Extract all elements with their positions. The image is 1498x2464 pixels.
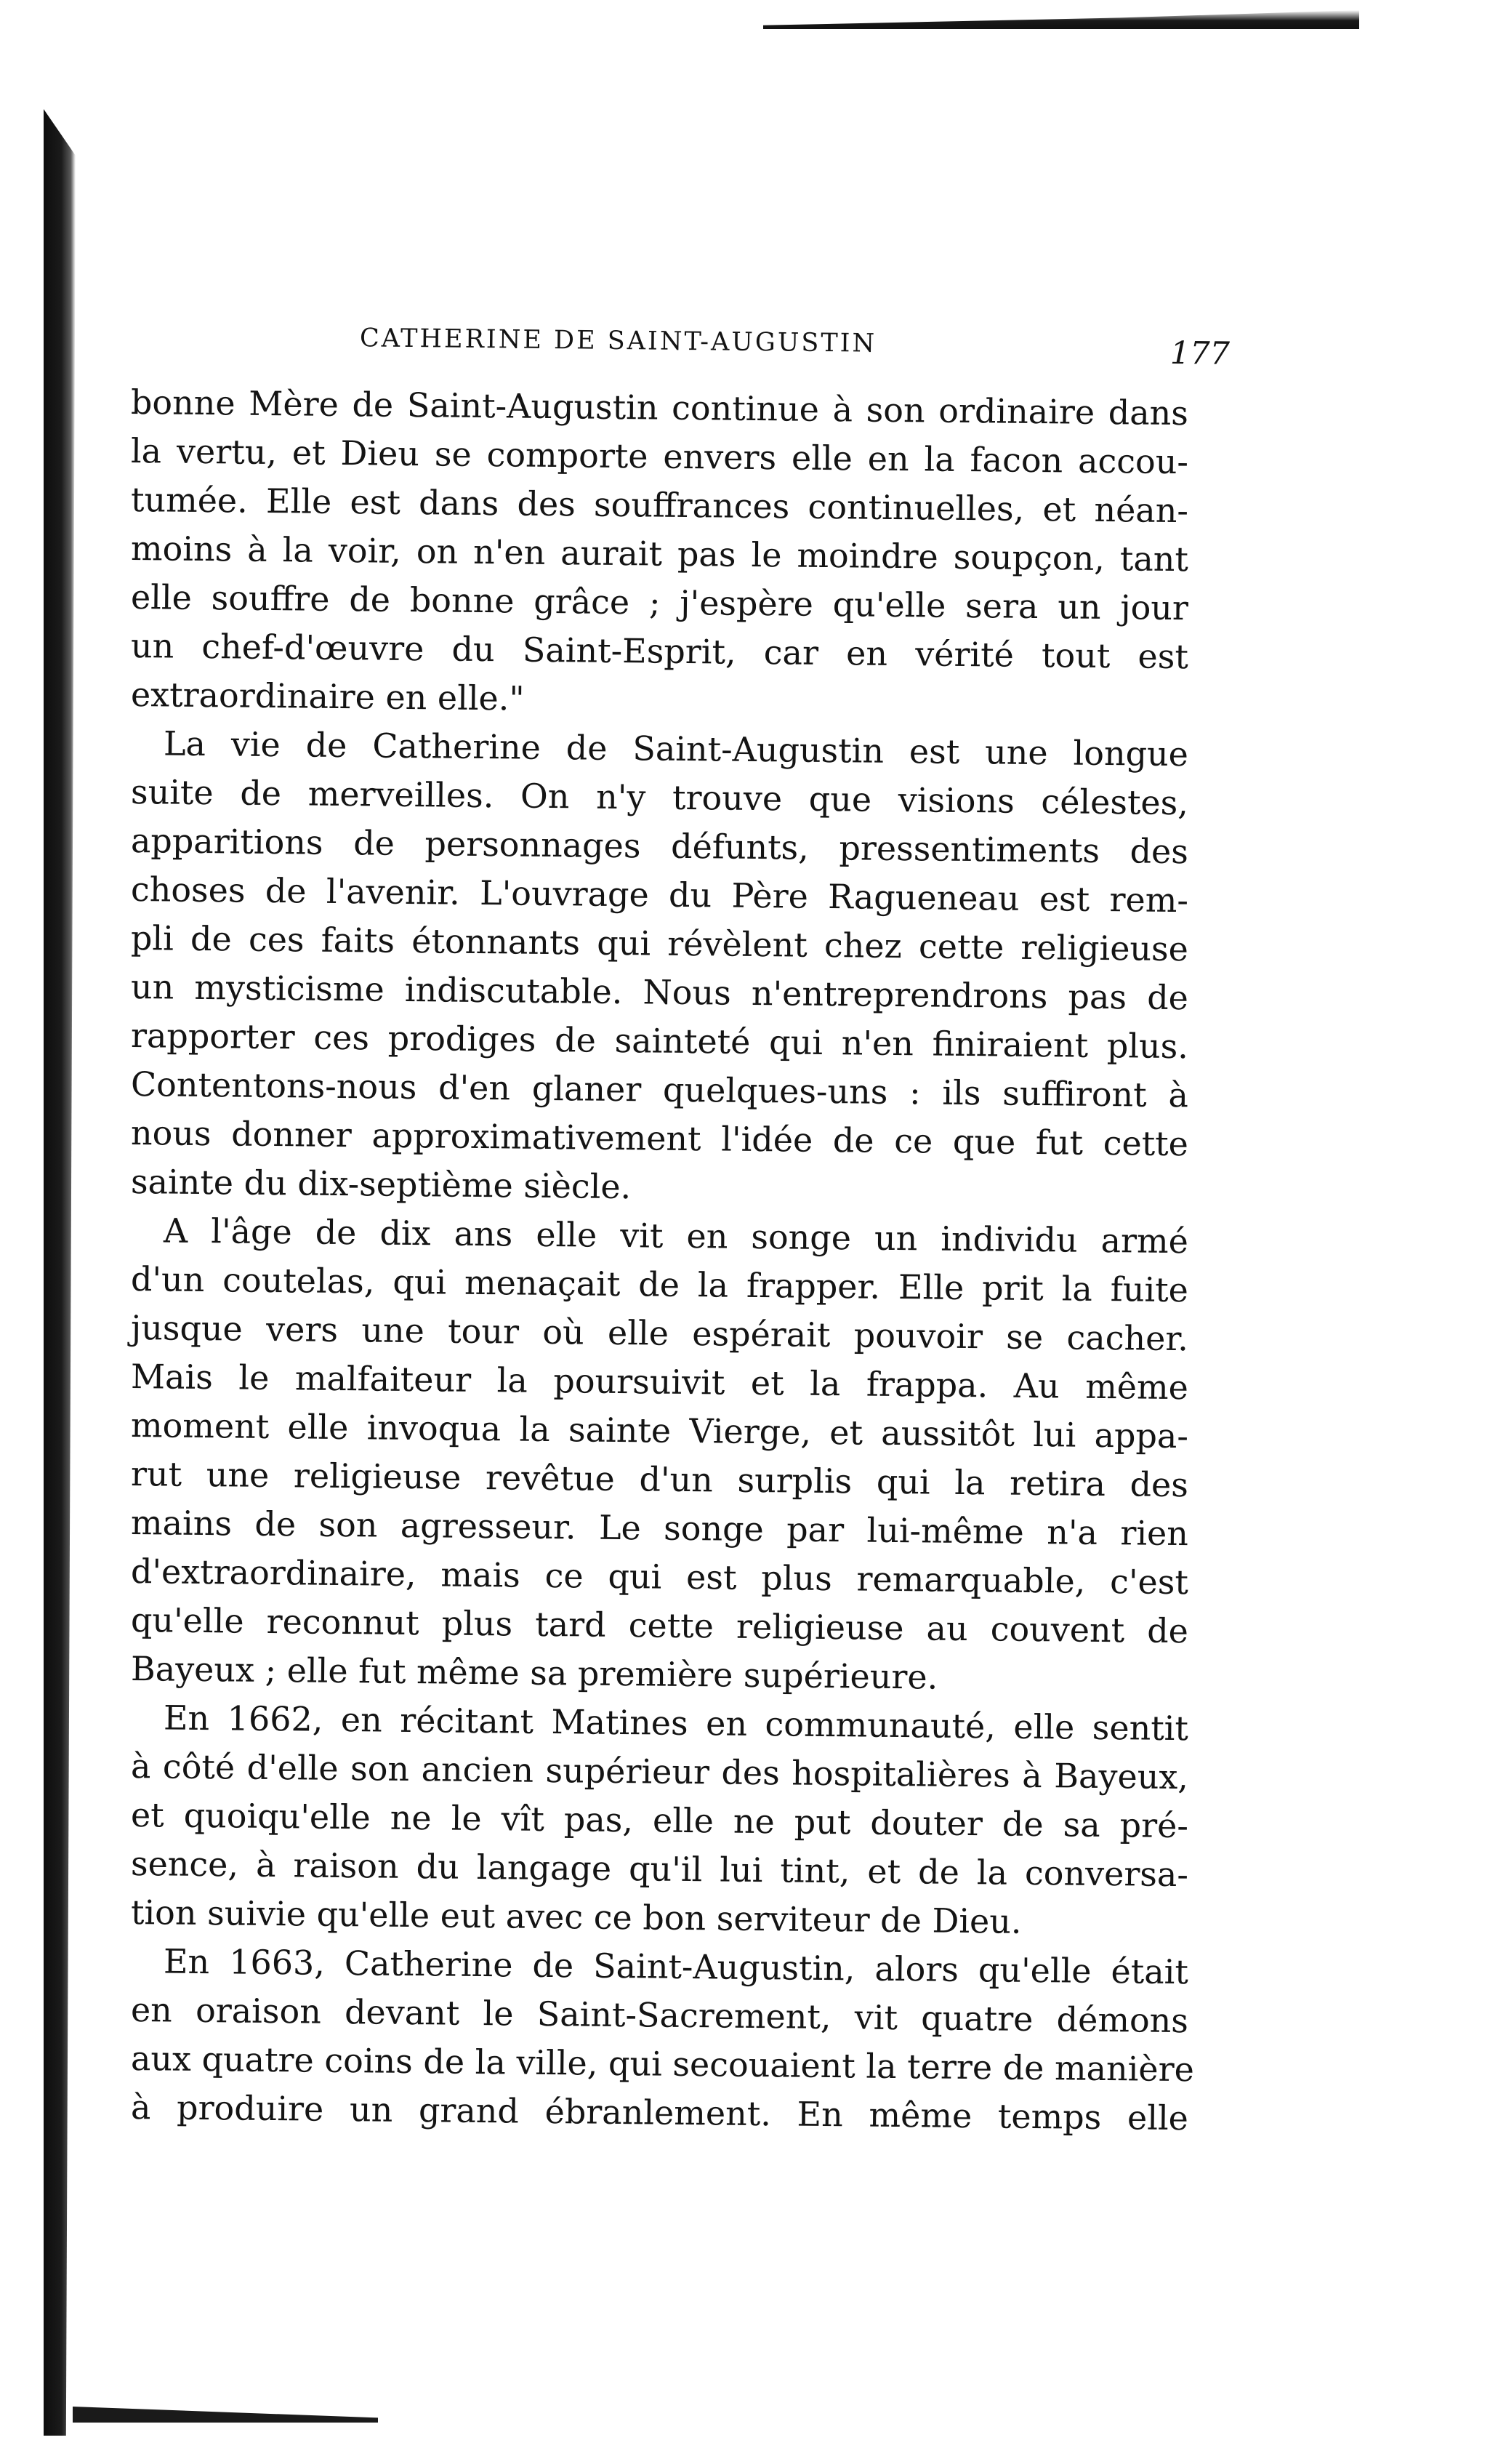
text-line: aux quatre coins de la ville, qui secouaient la terre de manière: [130, 2039, 1195, 2090]
text-line: sainte du dix-septième siècle.: [130, 1162, 632, 1207]
text-line: et quoiqu'elle ne le vît pas, elle ne put douter de sa pré-: [130, 1795, 1189, 1846]
text-line: un chef-d'œuvre du Saint-Esprit, car en vérité tout est: [130, 626, 1189, 677]
running-head: [131, 313, 1231, 374]
text-line: nous donner approximativement l'idée de ce que fut cette: [130, 1113, 1189, 1164]
text-line: mains de son agresseur. Le songe par lui-même n'a rien: [130, 1503, 1189, 1554]
text-line: En 1663, Catherine de Saint-Augustin, alors qu'elle était: [163, 1941, 1189, 1992]
text-line: tumée. Elle est dans des souffrances continuelles, et néan-: [130, 480, 1189, 531]
text-line: à côté d'elle son ancien supérieur des hospitalières à Bayeux,: [130, 1746, 1189, 1797]
text-line: d'un coutelas, qui menaçait de la frapper. Elle prit la fuite: [130, 1259, 1189, 1310]
text-line: jusque vers une tour où elle espérait pouvoir se cacher.: [130, 1308, 1189, 1359]
text-line: à produire un grand ébranlement. En même temps elle: [130, 2087, 1189, 2138]
text-line: choses de l'avenir. L'ouvrage du Père Ragueneau est rem-: [130, 870, 1189, 920]
text-line: un mysticisme indiscutable. Nous n'entreprendrons pas de: [130, 967, 1189, 1018]
text-line: Mais le malfaiteur la poursuivit et la frappa. Au même: [130, 1357, 1189, 1408]
scan-edge-top: [763, 10, 1359, 29]
scan-edge-bottom: [73, 2407, 378, 2423]
text-line: moins à la voir, on n'en aurait pas le moindre soupçon, tant: [130, 529, 1189, 579]
page-number: 177: [1169, 334, 1231, 372]
text-line: En 1662, en récitant Matines en communauté, elle sentit: [163, 1698, 1189, 1749]
text-line: A l'âge de dix ans elle vit en songe un individu armé: [163, 1211, 1189, 1261]
text-line: moment elle invoqua la sainte Vierge, et aussitôt lui appa-: [130, 1405, 1189, 1456]
running-title: CATHERINE DE SAINT-AUGUSTIN: [359, 324, 877, 358]
text-line: bonne Mère de Saint-Augustin continue à son ordinaire dans: [130, 382, 1189, 433]
text-line: La vie de Catherine de Saint-Augustin est une longue: [163, 723, 1189, 774]
text-line: Bayeux ; elle fut même sa première supérieure.: [130, 1649, 938, 1697]
book-page: [130, 313, 1231, 2138]
text-line: apparitions de personnages défunts, pressentiments des: [130, 821, 1189, 872]
text-line: qu'elle reconnut plus tard cette religieuse au couvent de: [130, 1600, 1189, 1651]
body-text: [130, 378, 1195, 2138]
text-line: tion suivie qu'elle eut avec ce bon serviteur de Dieu.: [130, 1893, 1022, 1941]
text-line: en oraison devant le Saint-Sacrement, vit quatre démons: [130, 1990, 1189, 2041]
text-line: pli de ces faits étonnants qui révèlent chez cette religieuse: [130, 918, 1189, 969]
text-line: d'extraordinaire, mais ce qui est plus remarquable, c'est: [130, 1552, 1189, 1602]
text-line: rut une religieuse revêtue d'un surplis qui la retira des: [130, 1454, 1189, 1505]
text-line: rapporter ces prodiges de sainteté qui n'en finiraient plus.: [130, 1016, 1189, 1067]
text-line: suite de merveilles. On n'y trouve que visions célestes,: [130, 772, 1189, 823]
text-line: sence, à raison du langage qu'il lui tint, et de la conversa-: [130, 1844, 1189, 1895]
text-line: elle souffre de bonne grâce ; j'espère qu'elle sera un jour: [130, 577, 1189, 628]
text-line: la vertu, et Dieu se comporte envers elle en la facon accou-: [130, 431, 1189, 482]
scan-edge-left: [44, 109, 76, 2436]
text-line: Contentons-nous d'en glaner quelques-uns : ils suffiront à: [130, 1064, 1189, 1115]
text-line: extraordinaire en elle.": [130, 675, 525, 718]
